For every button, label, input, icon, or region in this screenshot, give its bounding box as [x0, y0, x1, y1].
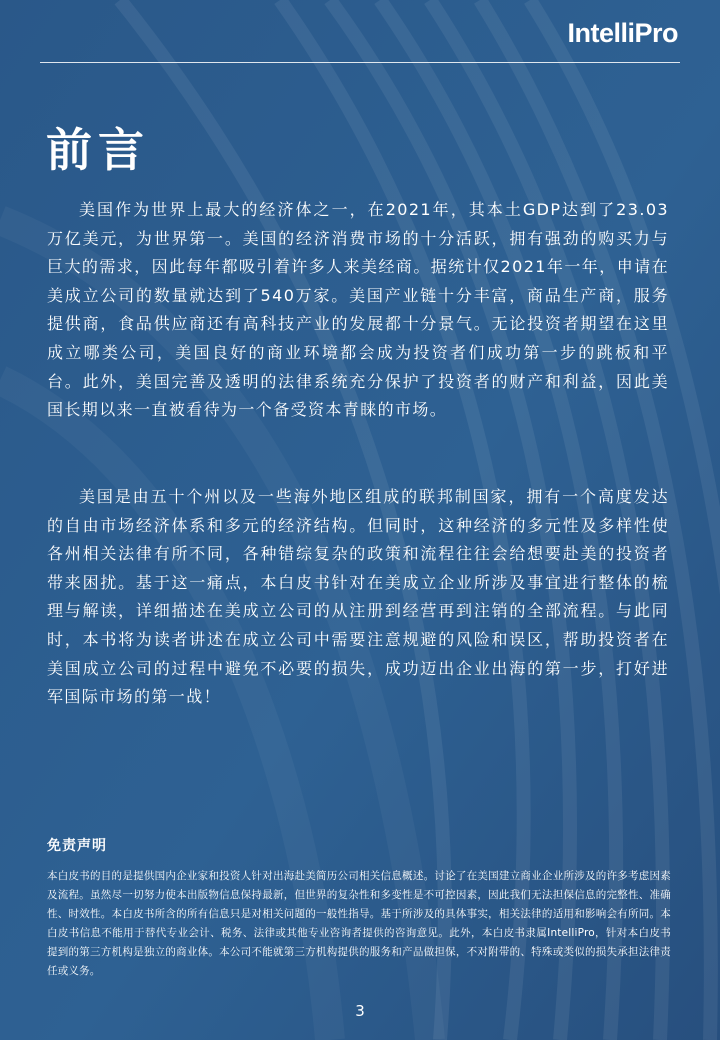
- page-number: 3: [355, 1002, 365, 1020]
- page-title: 前言: [46, 123, 150, 177]
- body-paragraph-1: 美国作为世界上最大的经济体之一，在2021年，其本土GDP达到了23.03万亿美元，为世界第一。美国的经济消费市场的十分活跃，拥有强劲的购买力与巨大的需求，因此每年都吸引着许多人来美经商。据统计仅2021年一年，申请在美成立公司的数量就达到了540万家。美国产业链十分丰富，商品生产商，服务提供商，食品供应商还有高科技产业的发展都十分景气。无论投资者期望在这里成立哪类公司，美国良好的商业环境都会成为投资者们成功第一步的跳板和平台。此外，美国完善及透明的法律系统充分保护了投资者的财产和利益，因此美国长期以来一直被看待为一个备受资本青睐的市场。: [47, 200, 669, 420]
- disclaimer-text: 本白皮书的目的是提供国内企业家和投资人针对出海赴美简历公司相关信息概述。讨论了在美国建立商业企业所涉及的许多考虑因素及流程。虽然尽一切努力使本出版物信息保持最新，但世界的复杂性和多变性是不可控因素，因此我们无法担保信息的完整性、准确性、时效性。本白皮书所含的所有信息只是对相关问题的一般性指导。基于所涉及的具体事实，相关法律的适用和影响会有所同。本白皮书信息不能用于替代专业会计、税务、法律或其他专业咨询者提供的咨询意见。此外，本白皮书隶属IntelliPro，针对本白皮书提到的第三方机构是独立的商业体。本公司不能就第三方机构提供的服务和产品做担保，不对附带的、特殊或类似的损失承担法律责任或义务。: [47, 870, 671, 978]
- disclaimer-title: 免责声明: [47, 838, 107, 854]
- header-divider: [40, 62, 680, 63]
- intellipro-logo: IntelliPro: [567, 18, 678, 48]
- body-paragraph-2: 美国是由五十个州以及一些海外地区组成的联邦制国家，拥有一个高度发达的自由市场经济体系和多元的经济结构。但同时，这种经济的多元性及多样性使各州相关法律有所不同，各种错综复杂的政策和流程往往会给想要赴美的投资者带来困扰。基于这一痛点，本白皮书针对在美成立企业所涉及事宜进行整体的梳理与解读，详细描述在美成立公司的从注册到经营再到注销的全部流程。与此同时，本书将为读者讲述在成立公司中需要注意规避的风险和误区，帮助投资者在美国成立公司的过程中避免不必要的损失，成功迈出企业出海的第一步，打好进军国际市场的第一战！: [47, 487, 669, 707]
